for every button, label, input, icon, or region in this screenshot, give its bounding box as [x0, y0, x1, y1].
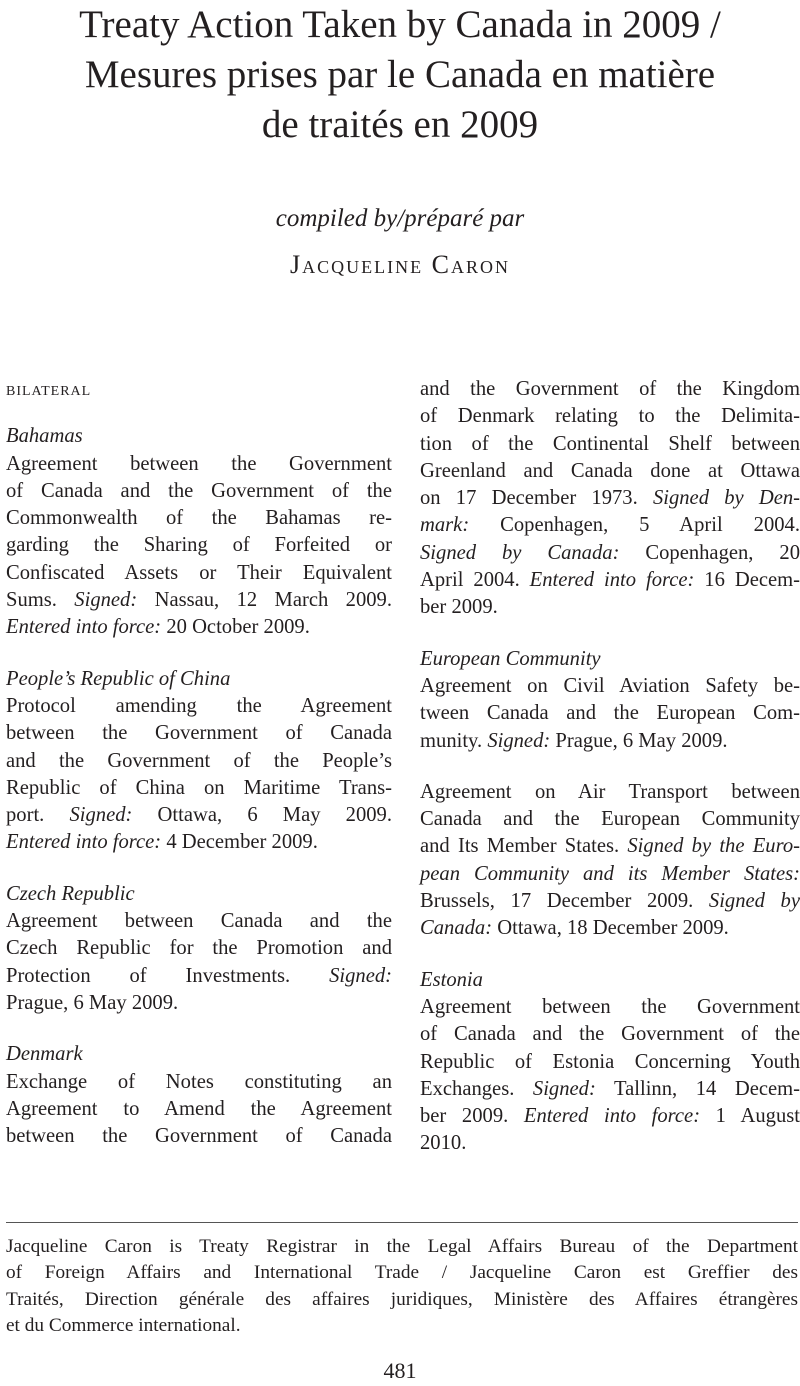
text-line: Agreement between Canada and the	[6, 910, 392, 933]
text-line: and the Government of the Kingdom	[420, 378, 800, 400]
footnote-line: Traités, Direction générale des affaires juridiques, Ministère des Affaires étrangères	[6, 1288, 798, 1310]
text-line: Agreement to Amend the Agreement	[6, 1097, 392, 1120]
text-line: Entered into force: 4 December 2009.	[6, 831, 318, 854]
title-line-2: Mesures prises par le Canada en matière	[84, 53, 716, 96]
text-line: tion of the Continental Shelf between	[420, 432, 800, 455]
text-line: of Canada and the Government of the	[6, 479, 392, 502]
text-line: Commonwealth of the Bahamas re-	[6, 507, 392, 530]
text-line: Protocol amending the Agreement	[6, 694, 392, 717]
text-line: Agreement between the Government	[420, 995, 800, 1018]
text-line: between the Government of Canada	[6, 1125, 392, 1148]
text-line: of Canada and the Government of the	[420, 1023, 800, 1046]
text-line: April 2004. Entered into force: 16 Decem-	[420, 569, 800, 592]
text-line: Czech Republic for the Promotion and	[6, 937, 392, 960]
text-line: ber 2009.	[420, 596, 498, 619]
text-line: and Its Member States. Signed by the Euro-	[420, 835, 800, 858]
text-line: of Denmark relating to the Delimita-	[420, 405, 800, 428]
title-line-3: de traités en 2009	[261, 103, 539, 146]
article-title	[0, 0, 800, 150]
text-line: Canada: Ottawa, 18 December 2009.	[420, 917, 729, 940]
author-name: Jacqueline Caron	[290, 250, 510, 279]
text-line: mark: Copenhagen, 5 April 2004.	[420, 514, 800, 537]
text-line: garding the Sharing of Forfeited or	[6, 534, 392, 557]
footnote-divider	[6, 1222, 798, 1223]
text-line: Exchange of Notes constituting an	[6, 1070, 392, 1093]
text-line: munity. Signed: Prague, 6 May 2009.	[420, 729, 728, 752]
entry-bahamas	[6, 423, 392, 641]
text-line: Republic of China on Maritime Trans-	[6, 776, 392, 799]
country-heading-czech: Czech Republic	[6, 882, 135, 905]
footnote-line: Jacqueline Caron is Treaty Registrar in the Legal Affairs Bureau of the Department	[6, 1236, 798, 1257]
country-heading-china: People’s Republic of China	[6, 667, 231, 690]
text-line: 2010.	[420, 1132, 467, 1155]
country-heading-denmark: Denmark	[6, 1043, 83, 1066]
entry-european-community	[420, 646, 800, 943]
text-line: on 17 December 1973. Signed by Den-	[420, 487, 800, 510]
compiled-by-label: compiled by/préparé par	[275, 205, 525, 232]
text-line: Brussels, 17 December 2009. Signed by	[420, 890, 800, 913]
text-line: tween Canada and the European Com-	[420, 702, 800, 725]
section-heading: bilateral	[6, 378, 92, 400]
text-line: Agreement on Civil Aviation Safety be-	[420, 674, 800, 697]
right-column	[420, 376, 800, 1158]
author-footnote	[6, 1234, 798, 1339]
entry-estonia	[420, 967, 800, 1158]
text-line: port. Signed: Ottawa, 6 May 2009.	[6, 804, 392, 827]
text-line: Sums. Signed: Nassau, 12 March 2009.	[6, 589, 392, 612]
entry-denmark	[6, 1041, 392, 1150]
text-line: Republic of Estonia Concerning Youth	[420, 1050, 800, 1073]
text-line: Agreement between the Government	[6, 452, 392, 475]
entry-czech-republic	[6, 881, 392, 1017]
text-line: Confiscated Assets or Their Equivalent	[6, 561, 392, 584]
country-heading-european-community: European Community	[420, 647, 601, 670]
text-line: Entered into force: 20 October 2009.	[6, 616, 310, 639]
footnote-line: of Foreign Affairs and International Trade / Jacqueline Caron est Greffier des	[6, 1262, 798, 1284]
text-line: Exchanges. Signed: Tallinn, 14 Decem-	[420, 1077, 800, 1100]
text-line: Prague, 6 May 2009.	[6, 991, 179, 1014]
text-line: Protection of Investments. Signed:	[6, 964, 392, 987]
text-line: Greenland and Canada done at Ottawa	[420, 459, 800, 482]
country-heading-estonia: Estonia	[420, 968, 483, 991]
left-column	[6, 376, 392, 1150]
text-line: between the Government of Canada	[6, 722, 392, 745]
country-heading-bahamas: Bahamas	[6, 425, 83, 448]
text-line: Canada and the European Community	[420, 808, 800, 831]
title-line-1: Treaty Action Taken by Canada in 2009 /	[79, 3, 721, 46]
page-number: 481	[383, 1358, 417, 1383]
footnote-line: et du Commerce international.	[6, 1314, 241, 1336]
text-line: pean Community and its Member States:	[420, 862, 800, 885]
text-line: and the Government of the People’s	[6, 749, 392, 772]
entry-china	[6, 666, 392, 857]
entry-denmark-continued	[420, 376, 800, 622]
text-line: ber 2009. Entered into force: 1 August	[420, 1105, 800, 1128]
text-line: Agreement on Air Transport between	[420, 780, 800, 803]
text-line: Signed by Canada: Copenhagen, 20	[420, 541, 800, 564]
